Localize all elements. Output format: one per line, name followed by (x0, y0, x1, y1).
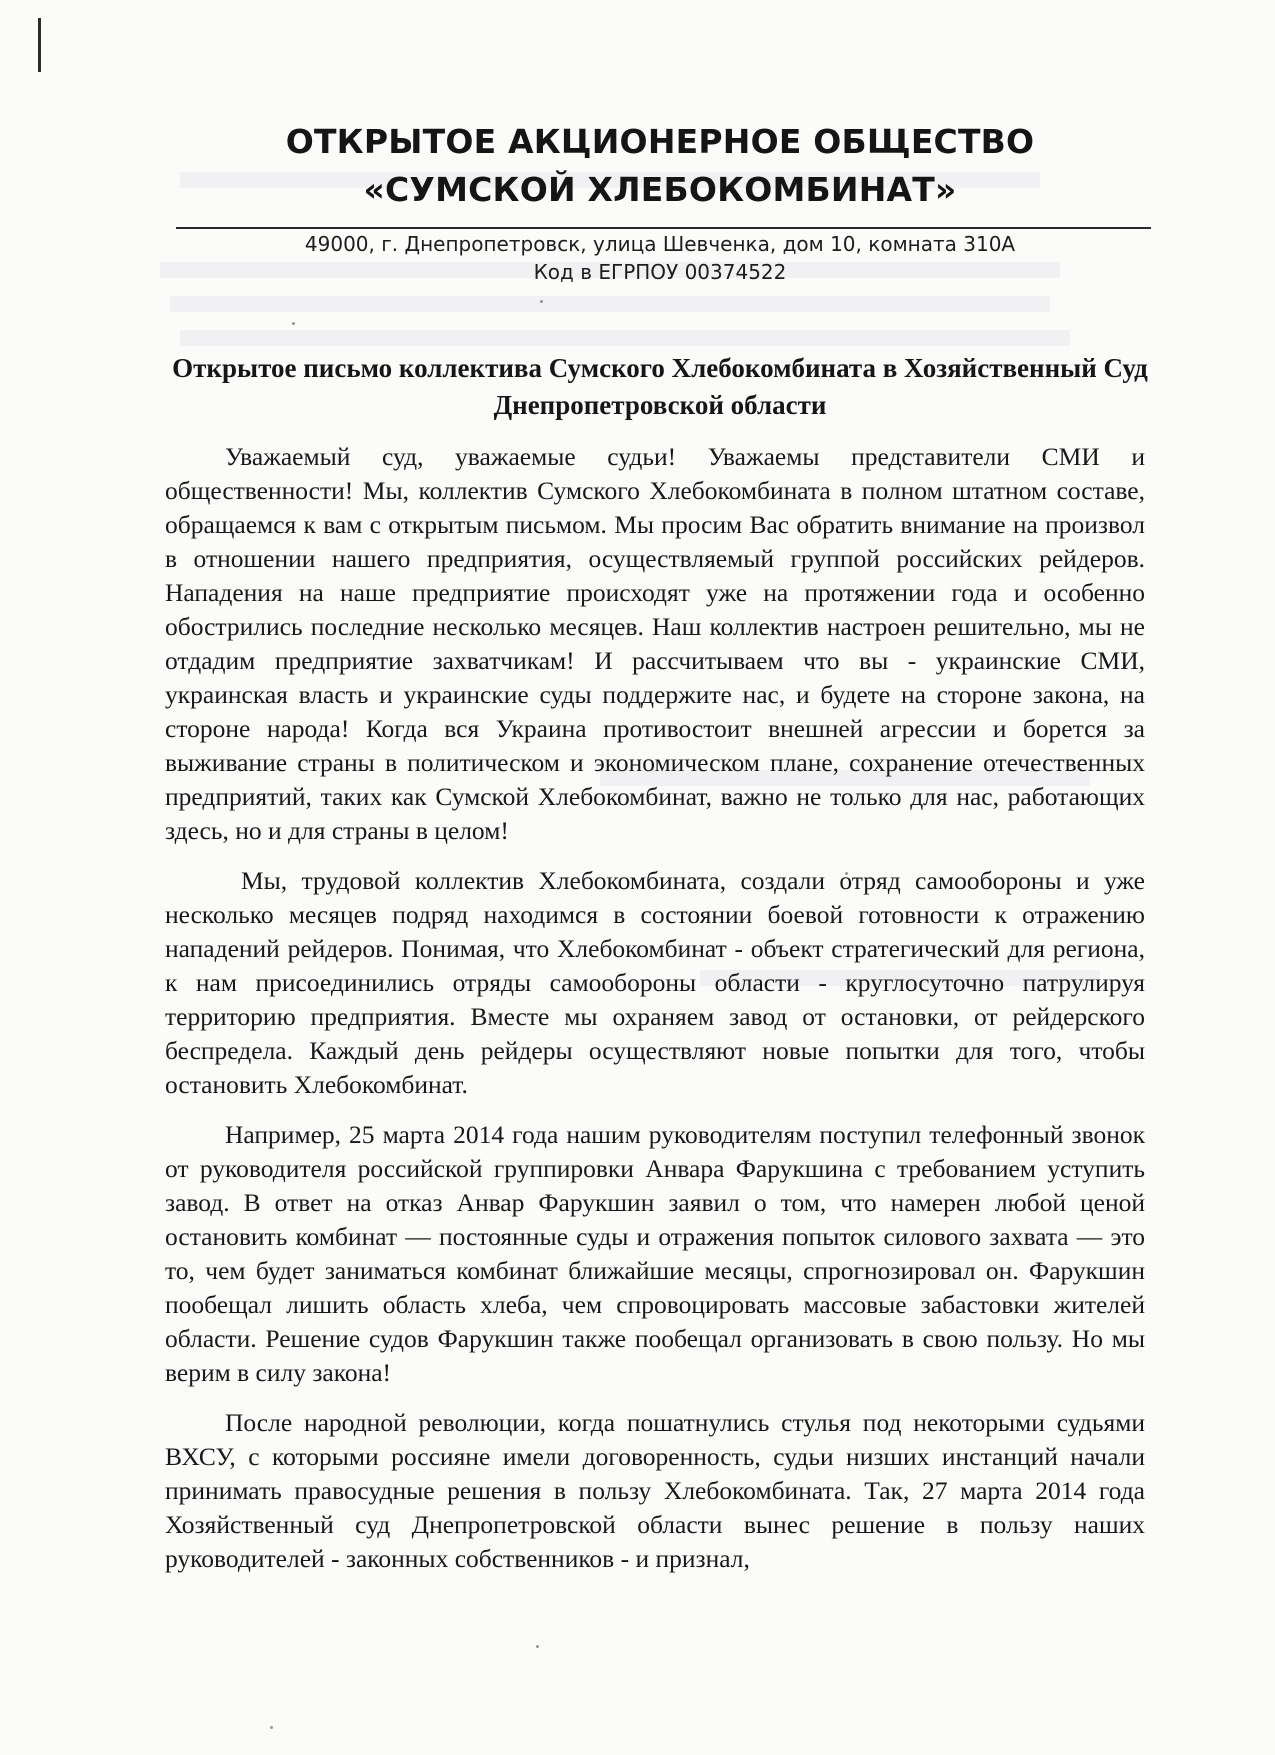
paragraph: Например, 25 марта 2014 года нашим руководителям поступил телефонный звонок от руководителя российской группировки Анвара Фарукшина с требованием уступить завод. В ответ на отказ Анвар Фарукшин заявил о том, что намерен любой ценой остановить комбинат — постоянные суды и отражения попыток силового захвата — это то, чем будет заниматься комбинат ближайшие месяцы, спрогнозировал он. Фарукшин пообещал лишить область хлеба, чем спровоцировать массовые забастовки жителей области. Решение судов Фарукшин также пообещал организовать в свою пользу. Но мы верим в силу закона! (165, 1120, 1145, 1387)
letterhead-rule (176, 227, 1151, 229)
paragraph: Мы, трудовой коллектив Хлебокомбината, создали отряд самообороны и уже несколько месяцев подряд находимся в состоянии боевой готовности к отражению нападений рейдеров. Понимая, что Хлебокомбинат - объект стратегический для региона, к нам присоединились отряды самообороны области - круглосуточно патрулируя территорию предприятия. Вместе мы охраняем завод от остановки, от рейдерского беспредела. Каждый день рейдеры осуществляют новые попытки для того, чтобы остановить Хлебокомбинат. (165, 866, 1145, 1099)
speck (270, 1726, 273, 1729)
paragraph: После народной революции, когда пошатнулись стулья под некоторыми судьями ВХСУ, с которыми россияне имели договоренность, судьи низших инстанций начали принимать правосудные решения в пользу Хлебокомбината. Так, 27 марта 2014 года Хозяйственный суд Днепропетровской области вынес решение в пользу наших руководителей - законных собственников - и признал, (165, 1408, 1145, 1573)
company-name-line-2: «СУМСКОЙ ХЛЕБОКОМБИНАТ» (363, 170, 957, 209)
company-name-line-1: ОТКРЫТОЕ АКЦИОНЕРНОЕ ОБЩЕСТВО (285, 122, 1035, 161)
bleed-through-line (170, 296, 1050, 312)
letter-body (165, 440, 1145, 1592)
letter-title: Открытое письмо коллектива Сумского Хлебокомбината в Хозяйственный Суд Днепропетровской области (172, 353, 1148, 420)
speck (536, 1645, 539, 1648)
letterhead (170, 118, 1150, 214)
speck (540, 300, 543, 303)
paragraph: Уважаемый суд, уважаемые судьи! Уважаемы представители СМИ и общественности! Мы, коллектив Сумского Хлебокомбината в полном штатном составе, обращаемся к вам с открытым письмом. Мы просим Вас обратить внимание на произвол в отношении нашего предприятия, осуществляемый группой российских рейдеров. Нападения на наше предприятие происходят уже на протяжении года и особенно обострились последние несколько месяцев. Наш коллектив настроен решительно, мы не отдадим предприятие захватчикам! И рассчитываем что вы - украинские СМИ, украинская власть и украинские суды поддержите нас, и будете на стороне закона, на стороне народа! Когда вся Украина противостоит внешней агрессии и борется за выживание страны в политическом и экономическом плане, сохранение отечественных предприятий, таких как Сумской Хлебокомбинат, важно не только для нас, работающих здесь, но и для страны в целом! (165, 442, 1145, 845)
company-address: 49000, г. Днепропетровск, улица Шевченка, дом 10, комната 310А (304, 232, 1016, 256)
company-code: Код в ЕГРПОУ 00374522 (533, 260, 787, 284)
speck (292, 322, 295, 325)
binder-mark (38, 18, 41, 72)
letterhead-details (170, 230, 1150, 286)
bleed-through-line (180, 330, 1070, 346)
